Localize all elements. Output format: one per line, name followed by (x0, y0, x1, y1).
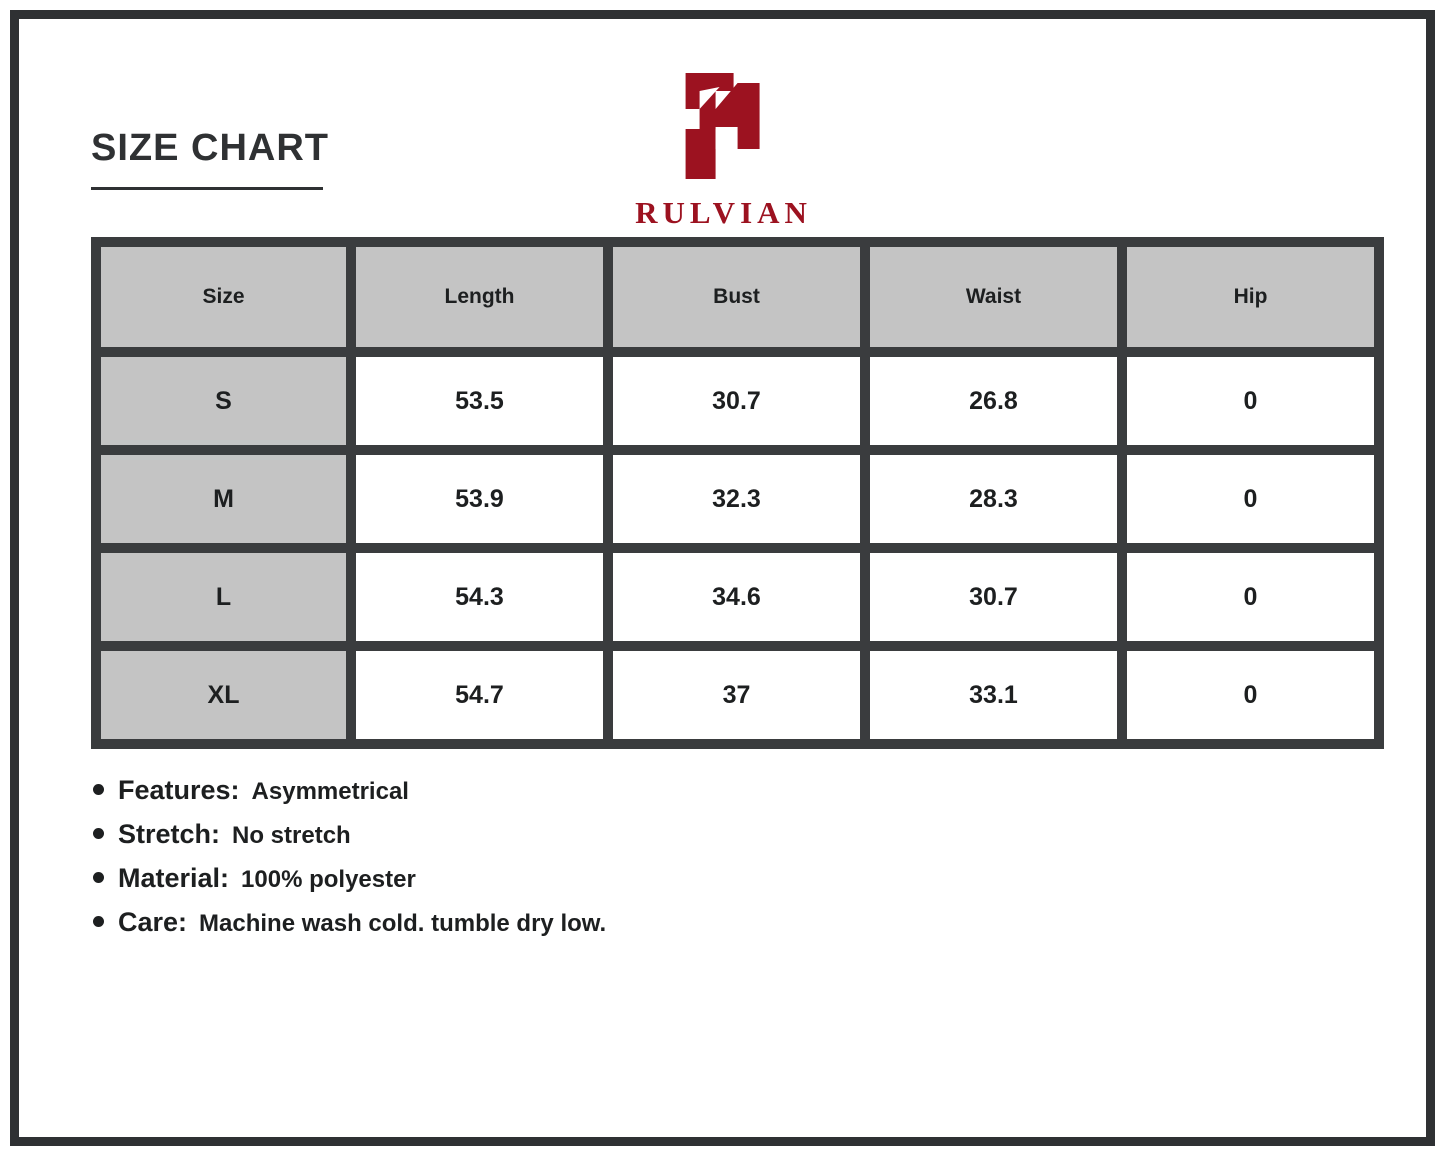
cell-length: 53.9 (351, 450, 608, 548)
size-table-wrap (91, 237, 1356, 749)
cell-size: M (96, 450, 351, 548)
list-item (93, 907, 1356, 938)
title-block (91, 129, 329, 190)
column-header-length: Length (351, 242, 608, 352)
cell-size: L (96, 548, 351, 646)
size-table (91, 237, 1384, 749)
cell-bust: 32.3 (608, 450, 865, 548)
title-underline (91, 187, 323, 190)
table-row (96, 646, 1379, 744)
column-header-hip: Hip (1122, 242, 1379, 352)
table-row (96, 548, 1379, 646)
rulvian-monogram-icon (635, 69, 812, 189)
table-row (96, 450, 1379, 548)
note-label: Features: (118, 775, 240, 805)
bullet-icon (93, 784, 104, 795)
page-border (10, 10, 1435, 1146)
cell-length: 53.5 (351, 352, 608, 450)
brand-block (635, 69, 812, 231)
cell-bust: 37 (608, 646, 865, 744)
table-header-row (96, 242, 1379, 352)
list-item (93, 863, 1356, 894)
list-item (93, 775, 1356, 806)
bullet-icon (93, 872, 104, 883)
bullet-icon (93, 828, 104, 839)
cell-waist: 28.3 (865, 450, 1122, 548)
brand-name: RULVIAN (635, 195, 812, 230)
cell-waist: 30.7 (865, 548, 1122, 646)
note-value: 100% polyester (241, 866, 416, 893)
note-value: Machine wash cold. tumble dry low. (199, 910, 607, 937)
column-header-size: Size (96, 242, 351, 352)
cell-size: S (96, 352, 351, 450)
cell-size: XL (96, 646, 351, 744)
cell-bust: 34.6 (608, 548, 865, 646)
note-label: Stretch: (118, 819, 221, 849)
cell-length: 54.7 (351, 646, 608, 744)
cell-length: 54.3 (351, 548, 608, 646)
cell-hip: 0 (1122, 646, 1379, 744)
bullet-icon (93, 916, 104, 927)
cell-hip: 0 (1122, 450, 1379, 548)
header (91, 51, 1356, 230)
note-label: Care: (118, 907, 188, 937)
cell-hip: 0 (1122, 352, 1379, 450)
notes-list (91, 775, 1356, 938)
note-label: Material: (118, 863, 230, 893)
cell-waist: 33.1 (865, 646, 1122, 744)
page-title: SIZE CHART (91, 127, 329, 169)
note-value: No stretch (232, 822, 351, 849)
column-header-bust: Bust (608, 242, 865, 352)
cell-bust: 30.7 (608, 352, 865, 450)
list-item (93, 819, 1356, 850)
cell-waist: 26.8 (865, 352, 1122, 450)
note-value: Asymmetrical (251, 778, 409, 805)
cell-hip: 0 (1122, 548, 1379, 646)
table-row (96, 352, 1379, 450)
column-header-waist: Waist (865, 242, 1122, 352)
